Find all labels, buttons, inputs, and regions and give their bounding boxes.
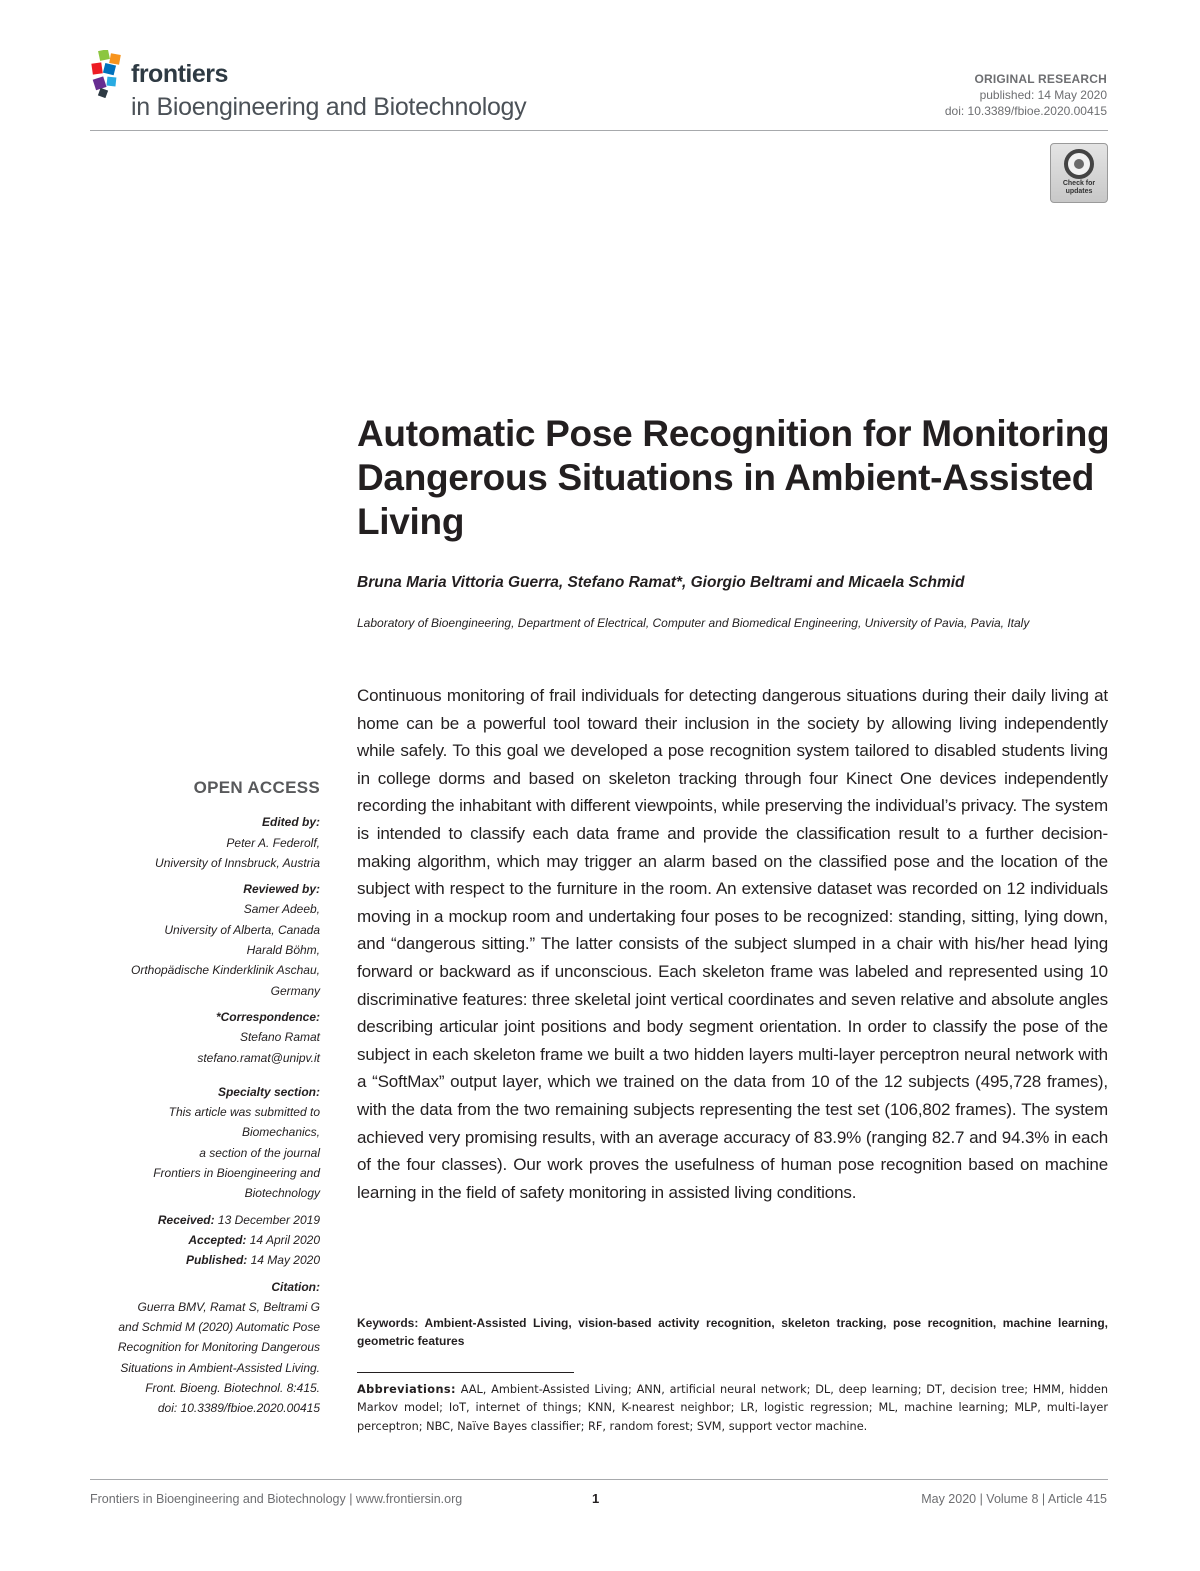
received-label: Received: xyxy=(157,1212,215,1227)
specialty-line: Biomechanics, xyxy=(241,1125,320,1140)
specialty-section-label: Specialty section: xyxy=(217,1084,320,1099)
reviewer-affiliation: University of Alberta, Canada xyxy=(164,922,320,937)
footnote-divider xyxy=(357,1372,574,1373)
article-title: Automatic Pose Recognition for Monitoring Dangerous Situations in Ambient-Assisted Living xyxy=(357,413,1110,542)
reviewer-name: Samer Adeeb, xyxy=(243,902,320,917)
abbreviations xyxy=(357,1381,1108,1436)
reviewer-affiliation: Orthopädische Kinderklinik Aschau, xyxy=(131,963,320,978)
footer-divider xyxy=(90,1479,1108,1480)
citation-line: Guerra BMV, Ramat S, Beltrami G xyxy=(137,1299,320,1314)
article-meta xyxy=(945,71,1107,119)
citation-label: Citation: xyxy=(271,1279,320,1294)
keywords xyxy=(357,1314,1108,1350)
journal-name: in Bioengineering and Biotechnology xyxy=(131,93,527,121)
article-doi[interactable]: doi: 10.3389/fbioe.2020.00415 xyxy=(944,104,1107,118)
page-number: 1 xyxy=(592,1491,600,1506)
journal-brand: frontiers xyxy=(131,60,228,88)
published-value: 14 May 2020 xyxy=(247,1253,320,1268)
published-label: Published: xyxy=(185,1253,248,1268)
corresponding-email-link[interactable]: stefano.ramat@unipv.it xyxy=(197,1050,320,1065)
citation-line: Front. Bioeng. Biotechnol. 8:415. xyxy=(145,1381,320,1396)
article-type: ORIGINAL RESEARCH xyxy=(974,72,1107,86)
published-date: published: 14 May 2020 xyxy=(979,88,1107,102)
received-date xyxy=(80,1210,320,1230)
keywords-text: Ambient-Assisted Living, vision-based activity recognition, skeleton tracking, pose recognition, machine learning, geometric features xyxy=(357,1316,1109,1348)
citation-line: Situations in Ambient-Assisted Living. xyxy=(120,1360,320,1375)
open-access-badge: OPEN ACCESS xyxy=(193,778,320,797)
reviewer-affiliation: Germany xyxy=(270,983,320,998)
accepted-date xyxy=(80,1230,320,1250)
keywords-label: Keywords: xyxy=(357,1316,419,1330)
citation-line: Recognition for Monitoring Dangerous xyxy=(117,1340,320,1355)
author-list: Bruna Maria Vittoria Guerra, Stefano Ramat*, Giorgio Beltrami and Micaela Schmid xyxy=(357,574,965,591)
citation-line: and Schmid M (2020) Automatic Pose xyxy=(118,1320,320,1335)
edited-by-label: Edited by: xyxy=(261,815,320,830)
specialty-line: a section of the journal xyxy=(199,1145,320,1160)
received-value: 13 December 2019 xyxy=(214,1212,320,1227)
corresponding-author: Stefano Ramat xyxy=(239,1030,320,1045)
reviewed-by-label: Reviewed by: xyxy=(243,882,320,897)
footer-journal-link[interactable]: Frontiers in Bioengineering and Biotechnology | www.frontiersin.org xyxy=(90,1492,463,1506)
specialty-line: Frontiers in Bioengineering and xyxy=(153,1166,320,1181)
check-for-updates-button[interactable] xyxy=(1050,143,1108,203)
specialty-line: Biotechnology xyxy=(244,1186,320,1201)
crossmark-icon xyxy=(1064,149,1094,179)
abbreviations-text: AAL, Ambient-Assisted Living; ANN, artificial neural network; DL, deep learning; DT, decision tree; HMM, hidden Markov model; IoT, internet of things; KNN, K-nearest neighbor; LR, logistic regression; ML, machine learning; MLP, multi-layer perceptron; NBC, Naïve Bayes classifier; RF, random forest; SVM, support vector machine. xyxy=(357,1383,1108,1433)
abbreviations-label: Abbreviations: xyxy=(357,1383,456,1396)
editor-affiliation: University of Innsbruck, Austria xyxy=(155,855,320,870)
frontiers-logo-icon xyxy=(90,50,130,98)
accepted-label: Accepted: xyxy=(188,1232,247,1247)
correspondence-label: *Correspondence: xyxy=(215,1009,320,1024)
article-sidebar xyxy=(80,778,320,1419)
citation-doi-link[interactable]: doi: 10.3389/fbioe.2020.00415 xyxy=(157,1401,320,1416)
reviewer-name: Harald Böhm, xyxy=(246,943,320,958)
header-divider xyxy=(90,130,1108,131)
abstract: Continuous monitoring of frail individuals for detecting dangerous situations during their daily living at home can be a powerful tool toward their inclusion in the society by allowing living independently while safely. To this goal we developed a pose recognition system tailored to disabled students living in college dorms and based on skeleton tracking through four Kinect One devices independently recording the inhabitant with different viewpoints, while preserving the individual’s privacy. The system is intended to classify each data frame and provide the classification result to a further decision-making algorithm, which may trigger an alarm based on the classified pose and the location of the subject with respect to the furniture in the room. An extensive dataset was recorded on 12 individuals moving in a mockup room and undertaking four poses to be recognized: standing, sitting, lying down, and “dangerous sitting.” The latter consists of the subject slumped in a chair with his/her head lying forward or backward as if unconscious. Each skeleton frame was labeled and represented using 10 discriminative features: three skeletal joint vertical coordinates and seven relative and absolute angles describing articular joint positions and body segment orientation. In order to classify the pose of the subject in each skeleton frame we built a two hidden layers multi-layer perceptron neural network with a “SoftMax” output layer, which we trained on the data from 10 of the 12 subjects (495,728 frames), with the data from the two remaining subjects representing the test set (106,802 frames). The system achieved very promising results, with an average accuracy of 83.9% (ranging 82.7 and 94.3% in each of the four classes). Our work proves the usefulness of human pose recognition based on machine learning in the field of safety monitoring in assisted living conditions. xyxy=(357,686,1108,1202)
editor-name: Peter A. Federolf, xyxy=(226,835,320,850)
specialty-line: This article was submitted to xyxy=(168,1105,320,1120)
published-date-sidebar xyxy=(80,1250,320,1270)
footer-issue-info: May 2020 | Volume 8 | Article 415 xyxy=(921,1492,1107,1506)
check-updates-label: Check for updates xyxy=(1062,180,1096,195)
accepted-value: 14 April 2020 xyxy=(246,1232,320,1247)
affiliation: Laboratory of Bioengineering, Department of Electrical, Computer and Biomedical Engineering, University of Pavia, Pavia, Italy xyxy=(357,616,1030,630)
